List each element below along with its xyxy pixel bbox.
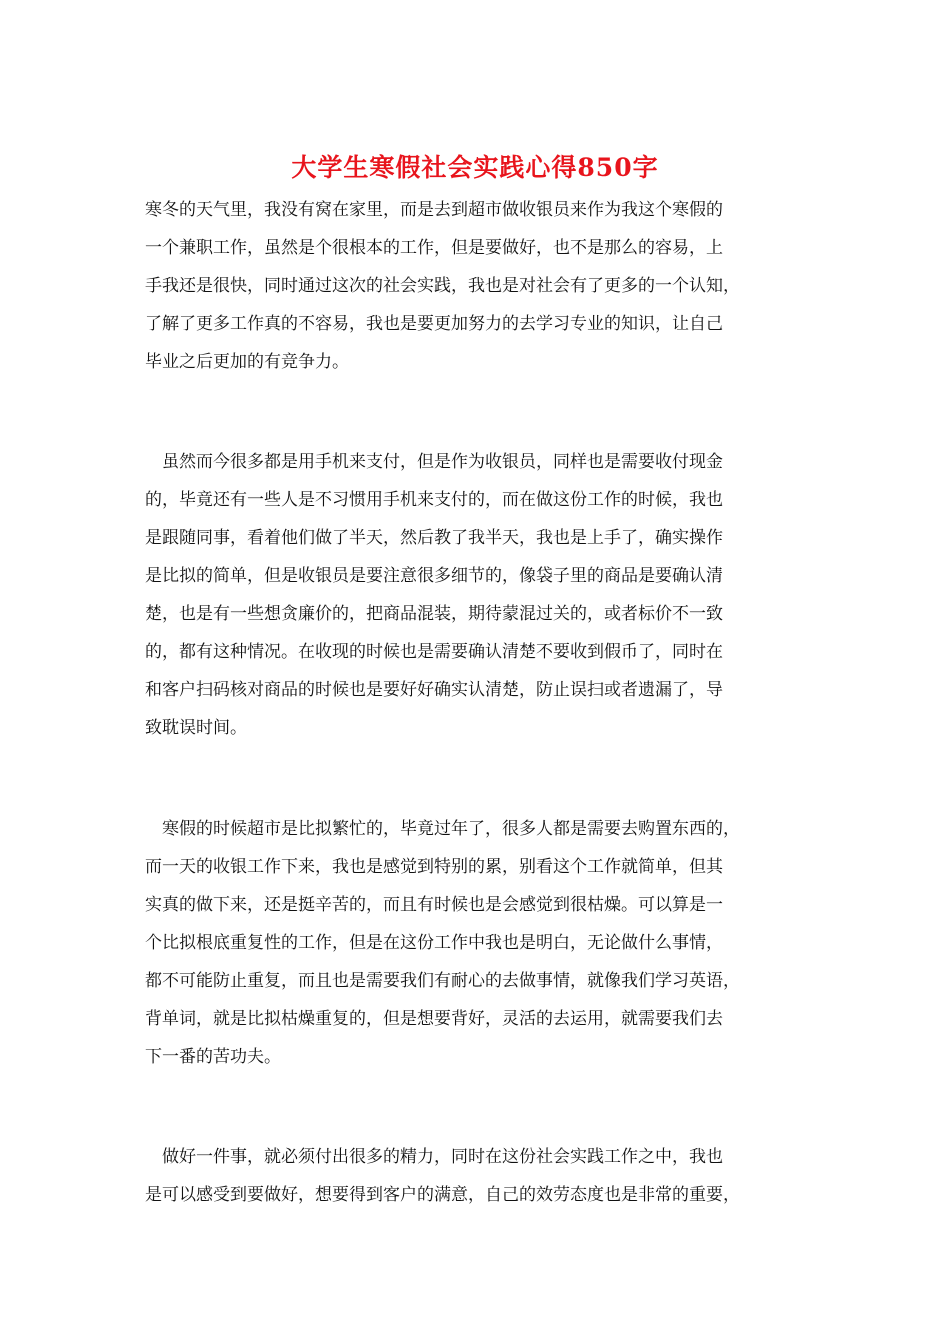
paragraph-2 (145, 443, 817, 747)
text-line: 个比拟根底重复性的工作，但是在这份工作中我也是明白，无论做什么事情， (145, 933, 723, 953)
text-line: 是比拟的简单，但是收银员是要注意很多细节的，像袋子里的商品是要确认清 (145, 566, 723, 586)
text-line: 做好一件事，就必须付出很多的精力，同时在这份社会实践工作之中，我也 (145, 1147, 723, 1167)
text-line: 而一天的收银工作下来，我也是感觉到特别的累，别看这个工作就简单，但其 (145, 857, 723, 877)
paragraph-1 (145, 191, 817, 381)
text-line: 寒冬的天气里，我没有窝在家里，而是去到超市做收银员来作为我这个寒假的 (145, 200, 723, 220)
text-line: 虽然而今很多都是用手机来支付，但是作为收银员，同样也是需要收付现金 (145, 452, 723, 472)
text-line: 的，毕竟还有一些人是不习惯用手机来支付的，而在做这份工作的时候，我也 (145, 490, 723, 510)
text-line: 毕业之后更加的有竞争力。 (145, 352, 349, 372)
text-line: 一个兼职工作，虽然是个很根本的工作，但是要做好，也不是那么的容易，上 (145, 238, 723, 258)
text-line: 的，都有这种情况。在收现的时候也是需要确认清楚不要收到假币了，同时在 (145, 642, 723, 662)
paragraph-3 (145, 810, 817, 1076)
text-line: 和客户扫码核对商品的时候也是要好好确实认清楚，防止误扫或者遗漏了，导 (145, 680, 723, 700)
text-line: 了解了更多工作真的不容易，我也是要更加努力的去学习专业的知识，让自己 (145, 314, 723, 334)
text-line: 背单词，就是比拟枯燥重复的，但是想要背好，灵活的去运用，就需要我们去 (145, 1009, 723, 1029)
text-line: 是可以感受到要做好，想要得到客户的满意，自己的效劳态度也是非常的重要， (145, 1185, 740, 1205)
text-line: 都不可能防止重复，而且也是需要我们有耐心的去做事情，就像我们学习英语， (145, 971, 740, 991)
text-line: 是跟随同事，看着他们做了半天，然后教了我半天，我也是上手了，确实操作 (145, 528, 723, 548)
text-line: 下一番的苦功夫。 (145, 1047, 281, 1067)
document-title: 大学生寒假社会实践心得850字 (291, 153, 659, 182)
paragraph-4 (145, 1138, 817, 1214)
text-line: 致耽误时间。 (145, 718, 247, 738)
text-line: 楚，也是有一些想贪廉价的，把商品混装，期待蒙混过关的，或者标价不一致 (145, 604, 723, 624)
text-line: 实真的做下来，还是挺辛苦的，而且有时候也是会感觉到很枯燥。可以算是一 (145, 895, 723, 915)
text-line: 手我还是很快，同时通过这次的社会实践，我也是对社会有了更多的一个认知， (145, 276, 740, 296)
text-line: 寒假的时候超市是比拟繁忙的，毕竟过年了，很多人都是需要去购置东西的， (145, 819, 740, 839)
